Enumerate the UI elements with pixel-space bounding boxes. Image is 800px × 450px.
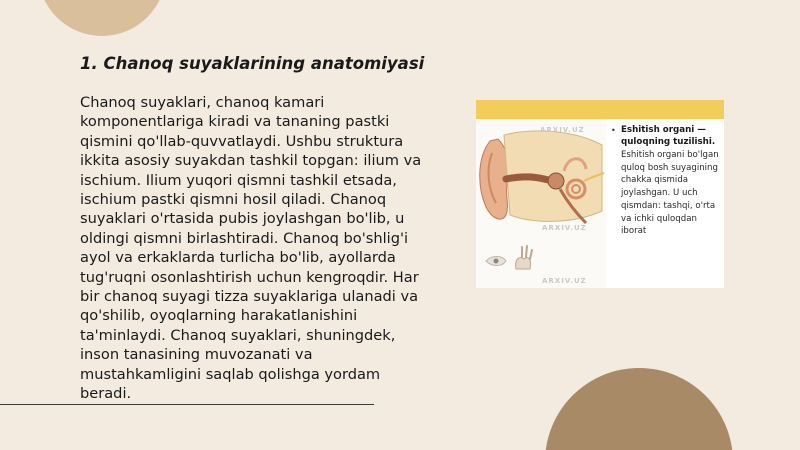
card-description: Eshitish organi bo'lgan quloq bosh suyagining chakka qismida joylashgan. U uch qismdan: tashqi, o'rta va ichki quloqdan iborat xyxy=(621,150,719,237)
watermark-3: ARXIV.UZ xyxy=(542,277,587,285)
image-card xyxy=(476,100,724,288)
slide-title: 1. Chanoq suyaklarining anatomiyasi xyxy=(80,54,425,73)
card-bullet: • xyxy=(611,126,616,135)
card-heading: Eshitish organi — quloqning tuzilishi. xyxy=(621,125,716,147)
decorative-circle-bottom xyxy=(545,368,733,450)
card-top-band xyxy=(476,100,724,119)
divider-line xyxy=(0,404,374,405)
ear-anatomy-illustration xyxy=(476,119,606,288)
watermark-2: ARXIV.UZ xyxy=(542,224,587,232)
watermark-1: ARXIV.UZ xyxy=(540,126,585,134)
decorative-circle-top xyxy=(38,0,166,36)
slide-body-text: Chanoq suyaklari, chanoq kamari komponentlariga kiradi va tananing pastki qismini qo'llab-quvvatlaydi. Ushbu struktura ikkita asosiy suyakdan tashkil topgan: ilium va ischium. Ilium yuqori qismni tashkil etsada, ischium pastki qismni hosil qiladi. Chanoq suyaklari o'rtasida pubis joylashgan bo'lib, u oldingi qismni birlashtiradi. Chanoq bo'shlig'i ayol va erkaklarda turlicha bo'lib, ayollarda tug'ruqni osonlashtirish uchun kengroqdir. Har bir chanoq suyagi tizza suyaklariga ulanadi va qo'shilib, oyoqlarning harakatlanishini ta'minlaydi. Chanoq suyaklari, shuningdek, inson tanasining muvozanati va mustahkamligini saqlab qolishga yordam beradi. xyxy=(80,94,422,403)
